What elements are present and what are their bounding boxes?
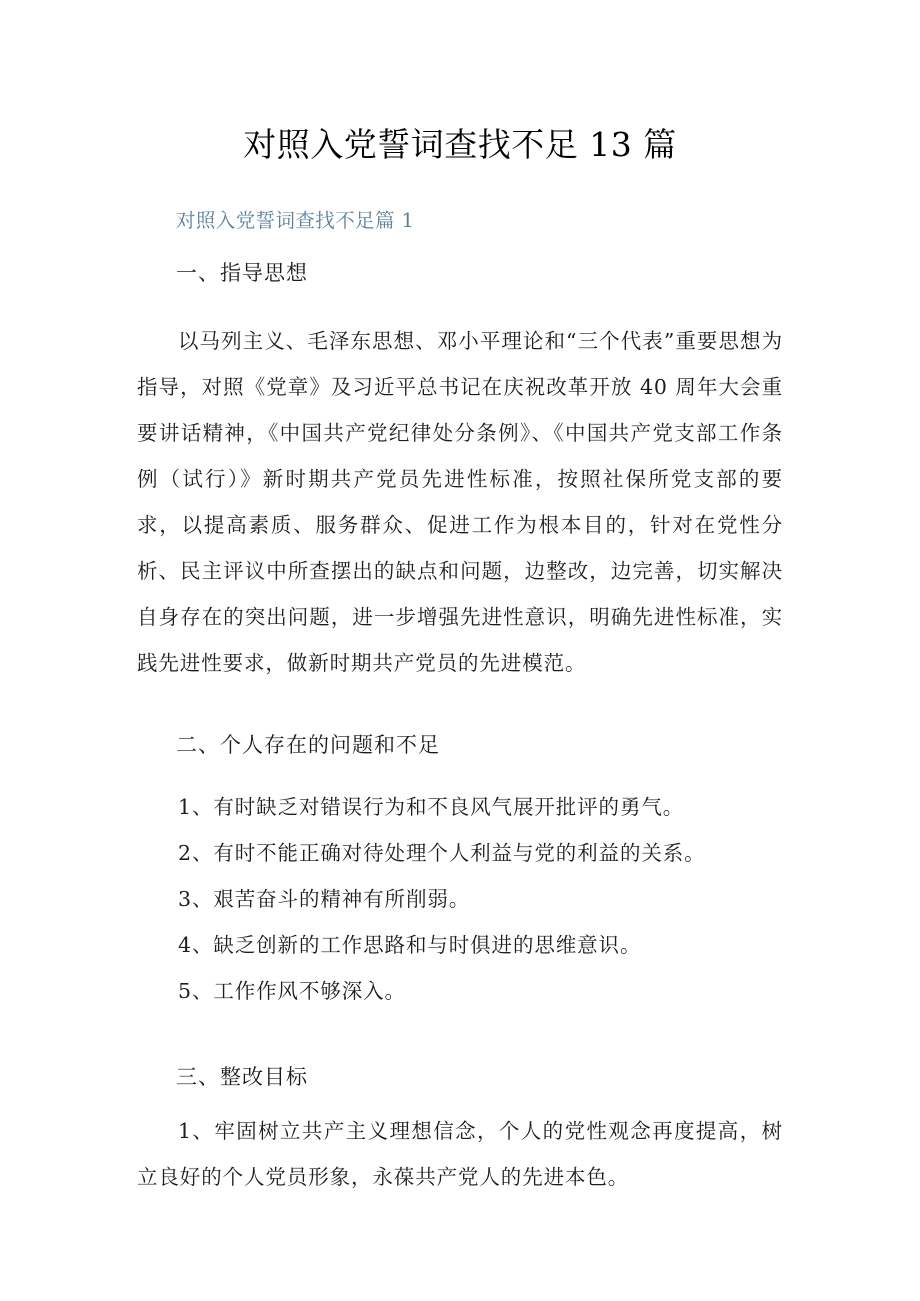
section-heading-three: 三、整改目标 [176,1065,308,1089]
list-item: 4、缺乏创新的工作思路和与时俱进的思维意识。 [178,933,642,957]
document-subtitle: 对照入党誓词查找不足篇 1 [176,209,415,232]
list-item: 3、艰苦奋斗的精神有所削弱。 [178,887,471,911]
list-item: 2、有时不能正确对待处理个人利益与党的利益的关系。 [178,841,706,865]
section-heading-one: 一、指导思想 [176,261,308,285]
document-content-column [137,0,783,1200]
list-item: 1、有时缺乏对错误行为和不良风气展开批评的勇气。 [178,795,685,819]
section-three-paragraph: 1、牢固树立共产主义理想信念，个人的党性观念再度提高，树立良好的个人党员形象，永葆共产党人的先进本色。 [137,1119,783,1189]
section-heading-two: 二、个人存在的问题和不足 [176,733,440,757]
problem-list [137,784,783,1014]
section-one-paragraph: 以马列主义、毛泽东思想、邓小平理论和“三个代表”重要思想为指导，对照《党章》及习近平总书记在庆祝改革开放 40 周年大会重要讲话精神，《中国共产党纪律处分条例》、《中国共产党支部工作条例（试行）》新时期共产党员先进性标准，按照社保所党支部的要求，以提高素质、服务群众、促进工作为根本目的，针对在党性分析、民主评议中所查摆出的缺点和问题，边整改，边完善，切实解决自身存在的突出问题，进一步增强先进性意识，明确先进性标准，实践先进性要求，做新时期共产党员的先进模范。 [137,329,783,675]
list-item: 5、工作作风不够深入。 [178,979,406,1003]
page-title: 对照入党誓词查找不足 13 篇 [243,125,677,164]
